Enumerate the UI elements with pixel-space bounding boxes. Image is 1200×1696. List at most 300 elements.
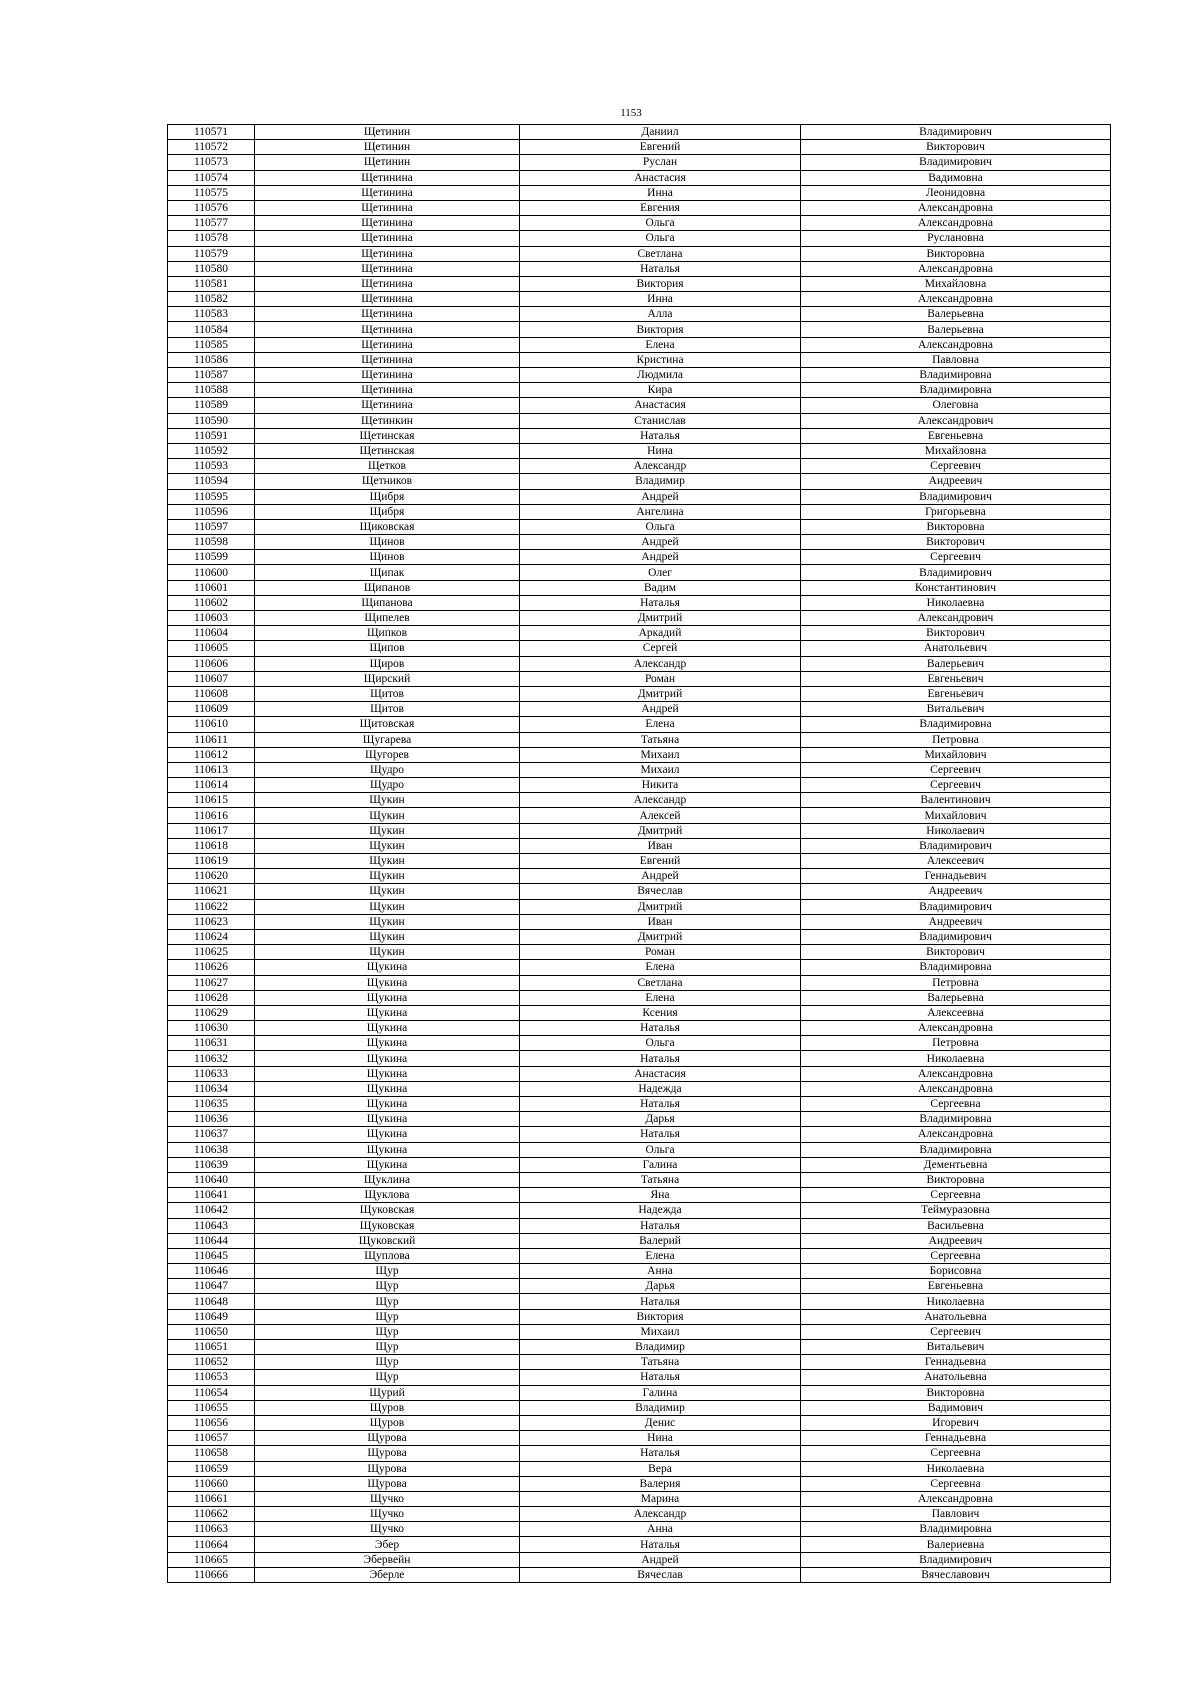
record-id-cell: 110647 (168, 1279, 255, 1294)
last-name-cell: Щетинина (255, 352, 520, 367)
patronymic-cell: Геннадьевна (801, 1355, 1111, 1370)
record-id-cell: 110661 (168, 1491, 255, 1506)
patronymic-cell: Евгеньевич (801, 686, 1111, 701)
last-name-cell: Щирский (255, 671, 520, 686)
record-id-cell: 110660 (168, 1476, 255, 1491)
first-name-cell: Инна (520, 292, 801, 307)
patronymic-cell: Витальевич (801, 702, 1111, 717)
table-row (168, 1279, 1111, 1294)
table-row (168, 1051, 1111, 1066)
patronymic-cell: Вячеславович (801, 1567, 1111, 1582)
record-id-cell: 110598 (168, 535, 255, 550)
patronymic-cell: Сергеевич (801, 778, 1111, 793)
table-row (168, 413, 1111, 428)
record-id-cell: 110585 (168, 337, 255, 352)
table-row (168, 1218, 1111, 1233)
table-row (168, 504, 1111, 519)
patronymic-cell: Теймуразовна (801, 1203, 1111, 1218)
first-name-cell: Татьяна (520, 1355, 801, 1370)
record-id-cell: 110625 (168, 945, 255, 960)
table-row (168, 778, 1111, 793)
last-name-cell: Щипелев (255, 611, 520, 626)
record-id-cell: 110595 (168, 489, 255, 504)
last-name-cell: Эбервейн (255, 1552, 520, 1567)
patronymic-cell: Григорьевна (801, 504, 1111, 519)
last-name-cell: Щурова (255, 1431, 520, 1446)
record-id-cell: 110650 (168, 1324, 255, 1339)
patronymic-cell: Валерьевна (801, 307, 1111, 322)
table-row (168, 1142, 1111, 1157)
record-id-cell: 110654 (168, 1385, 255, 1400)
record-id-cell: 110664 (168, 1537, 255, 1552)
record-id-cell: 110620 (168, 869, 255, 884)
record-id-cell: 110607 (168, 671, 255, 686)
registry-table-body (168, 125, 1111, 1583)
table-row (168, 322, 1111, 337)
first-name-cell: Сергей (520, 641, 801, 656)
last-name-cell: Щур (255, 1279, 520, 1294)
record-id-cell: 110659 (168, 1461, 255, 1476)
table-row (168, 352, 1111, 367)
table-row (168, 428, 1111, 443)
last-name-cell: Эберле (255, 1567, 520, 1582)
first-name-cell: Роман (520, 945, 801, 960)
record-id-cell: 110621 (168, 884, 255, 899)
last-name-cell: Щуковский (255, 1233, 520, 1248)
first-name-cell: Наталья (520, 1446, 801, 1461)
patronymic-cell: Александровна (801, 200, 1111, 215)
table-row (168, 702, 1111, 717)
patronymic-cell: Вадимович (801, 1400, 1111, 1415)
last-name-cell: Щучко (255, 1522, 520, 1537)
record-id-cell: 110651 (168, 1340, 255, 1355)
first-name-cell: Александр (520, 793, 801, 808)
patronymic-cell: Игоревич (801, 1415, 1111, 1430)
table-row (168, 474, 1111, 489)
last-name-cell: Щукин (255, 884, 520, 899)
last-name-cell: Щур (255, 1370, 520, 1385)
first-name-cell: Виктория (520, 276, 801, 291)
last-name-cell: Щукин (255, 929, 520, 944)
table-row (168, 960, 1111, 975)
last-name-cell: Щукина (255, 1127, 520, 1142)
last-name-cell: Щетинина (255, 368, 520, 383)
table-row (168, 276, 1111, 291)
first-name-cell: Наталья (520, 428, 801, 443)
record-id-cell: 110574 (168, 170, 255, 185)
first-name-cell: Андрей (520, 702, 801, 717)
patronymic-cell: Евгеньевна (801, 1279, 1111, 1294)
patronymic-cell: Геннадьевич (801, 869, 1111, 884)
record-id-cell: 110628 (168, 990, 255, 1005)
record-id-cell: 110615 (168, 793, 255, 808)
last-name-cell: Щукина (255, 1005, 520, 1020)
record-id-cell: 110663 (168, 1522, 255, 1537)
first-name-cell: Надежда (520, 1081, 801, 1096)
patronymic-cell: Викторовна (801, 1385, 1111, 1400)
patronymic-cell: Александровна (801, 1081, 1111, 1096)
patronymic-cell: Борисовна (801, 1264, 1111, 1279)
patronymic-cell: Александровна (801, 1066, 1111, 1081)
table-row (168, 580, 1111, 595)
first-name-cell: Вадим (520, 580, 801, 595)
patronymic-cell: Викторович (801, 535, 1111, 550)
last-name-cell: Щугорев (255, 747, 520, 762)
table-row (168, 489, 1111, 504)
table-row (168, 1097, 1111, 1112)
last-name-cell: Щуплова (255, 1248, 520, 1263)
record-id-cell: 110597 (168, 519, 255, 534)
last-name-cell: Щукина (255, 1036, 520, 1051)
table-row (168, 231, 1111, 246)
patronymic-cell: Валентинович (801, 793, 1111, 808)
table-row (168, 1127, 1111, 1142)
record-id-cell: 110648 (168, 1294, 255, 1309)
record-id-cell: 110603 (168, 611, 255, 626)
first-name-cell: Роман (520, 671, 801, 686)
first-name-cell: Денис (520, 1415, 801, 1430)
last-name-cell: Щучко (255, 1491, 520, 1506)
last-name-cell: Щипак (255, 565, 520, 580)
last-name-cell: Щукин (255, 808, 520, 823)
patronymic-cell: Михайловна (801, 276, 1111, 291)
table-row (168, 216, 1111, 231)
record-id-cell: 110575 (168, 185, 255, 200)
table-row (168, 641, 1111, 656)
last-name-cell: Щетинина (255, 322, 520, 337)
first-name-cell: Михаил (520, 762, 801, 777)
table-row (168, 1370, 1111, 1385)
patronymic-cell: Владимирович (801, 155, 1111, 170)
table-row (168, 1157, 1111, 1172)
first-name-cell: Наталья (520, 1537, 801, 1552)
record-id-cell: 110655 (168, 1400, 255, 1415)
table-row (168, 823, 1111, 838)
patronymic-cell: Викторович (801, 626, 1111, 641)
record-id-cell: 110619 (168, 854, 255, 869)
table-row (168, 383, 1111, 398)
last-name-cell: Щукин (255, 899, 520, 914)
last-name-cell: Щур (255, 1324, 520, 1339)
record-id-cell: 110618 (168, 838, 255, 853)
patronymic-cell: Анатольевич (801, 641, 1111, 656)
last-name-cell: Щиров (255, 656, 520, 671)
first-name-cell: Елена (520, 337, 801, 352)
record-id-cell: 110584 (168, 322, 255, 337)
last-name-cell: Щукин (255, 914, 520, 929)
first-name-cell: Людмила (520, 368, 801, 383)
first-name-cell: Вячеслав (520, 884, 801, 899)
table-row (168, 793, 1111, 808)
patronymic-cell: Александровна (801, 261, 1111, 276)
patronymic-cell: Петровна (801, 732, 1111, 747)
last-name-cell: Щибря (255, 504, 520, 519)
first-name-cell: Даниил (520, 125, 801, 140)
first-name-cell: Вячеслав (520, 1567, 801, 1582)
patronymic-cell: Владимировна (801, 1142, 1111, 1157)
record-id-cell: 110637 (168, 1127, 255, 1142)
last-name-cell: Щетинина (255, 231, 520, 246)
last-name-cell: Щуров (255, 1400, 520, 1415)
table-row (168, 1446, 1111, 1461)
table-row (168, 838, 1111, 853)
table-row (168, 626, 1111, 641)
table-row (168, 1567, 1111, 1582)
last-name-cell: Щипанова (255, 595, 520, 610)
first-name-cell: Елена (520, 1248, 801, 1263)
first-name-cell: Светлана (520, 975, 801, 990)
patronymic-cell: Викторовна (801, 1172, 1111, 1187)
last-name-cell: Щетинская (255, 443, 520, 458)
table-row (168, 185, 1111, 200)
patronymic-cell: Сергеевна (801, 1476, 1111, 1491)
record-id-cell: 110591 (168, 428, 255, 443)
first-name-cell: Александр (520, 656, 801, 671)
first-name-cell: Нина (520, 1431, 801, 1446)
record-id-cell: 110627 (168, 975, 255, 990)
first-name-cell: Дарья (520, 1112, 801, 1127)
table-row (168, 443, 1111, 458)
table-row (168, 1021, 1111, 1036)
patronymic-cell: Евгеньевич (801, 671, 1111, 686)
patronymic-cell: Александровна (801, 292, 1111, 307)
last-name-cell: Щетинина (255, 292, 520, 307)
first-name-cell: Дмитрий (520, 929, 801, 944)
first-name-cell: Виктория (520, 322, 801, 337)
last-name-cell: Щучко (255, 1507, 520, 1522)
record-id-cell: 110577 (168, 216, 255, 231)
table-row (168, 170, 1111, 185)
first-name-cell: Галина (520, 1157, 801, 1172)
patronymic-cell: Сергеевна (801, 1097, 1111, 1112)
table-row (168, 1476, 1111, 1491)
record-id-cell: 110600 (168, 565, 255, 580)
table-row (168, 200, 1111, 215)
patronymic-cell: Дементьевна (801, 1157, 1111, 1172)
first-name-cell: Светлана (520, 246, 801, 261)
patronymic-cell: Владимирович (801, 125, 1111, 140)
patronymic-cell: Александровна (801, 1127, 1111, 1142)
table-row (168, 1248, 1111, 1263)
first-name-cell: Елена (520, 990, 801, 1005)
first-name-cell: Дмитрий (520, 686, 801, 701)
first-name-cell: Владимир (520, 1340, 801, 1355)
table-row (168, 990, 1111, 1005)
record-id-cell: 110583 (168, 307, 255, 322)
record-id-cell: 110587 (168, 368, 255, 383)
patronymic-cell: Михайлович (801, 747, 1111, 762)
table-row (168, 1036, 1111, 1051)
patronymic-cell: Владимировна (801, 1112, 1111, 1127)
patronymic-cell: Викторович (801, 945, 1111, 960)
table-row (168, 611, 1111, 626)
first-name-cell: Руслан (520, 155, 801, 170)
last-name-cell: Щукина (255, 990, 520, 1005)
last-name-cell: Щур (255, 1340, 520, 1355)
last-name-cell: Щур (255, 1355, 520, 1370)
first-name-cell: Александр (520, 459, 801, 474)
patronymic-cell: Александровна (801, 1491, 1111, 1506)
first-name-cell: Владимир (520, 474, 801, 489)
table-row (168, 1461, 1111, 1476)
patronymic-cell: Константинович (801, 580, 1111, 595)
table-row (168, 535, 1111, 550)
first-name-cell: Наталья (520, 1294, 801, 1309)
record-id-cell: 110662 (168, 1507, 255, 1522)
patronymic-cell: Андреевич (801, 884, 1111, 899)
table-row (168, 125, 1111, 140)
last-name-cell: Щуковская (255, 1218, 520, 1233)
first-name-cell: Евгения (520, 200, 801, 215)
last-name-cell: Щуклина (255, 1172, 520, 1187)
last-name-cell: Щетинина (255, 200, 520, 215)
table-row (168, 975, 1111, 990)
table-row (168, 1264, 1111, 1279)
record-id-cell: 110636 (168, 1112, 255, 1127)
first-name-cell: Евгений (520, 854, 801, 869)
patronymic-cell: Леонидовна (801, 185, 1111, 200)
patronymic-cell: Валерьевич (801, 656, 1111, 671)
last-name-cell: Щукина (255, 1142, 520, 1157)
first-name-cell: Дмитрий (520, 899, 801, 914)
record-id-cell: 110665 (168, 1552, 255, 1567)
first-name-cell: Никита (520, 778, 801, 793)
record-id-cell: 110640 (168, 1172, 255, 1187)
last-name-cell: Щурова (255, 1446, 520, 1461)
first-name-cell: Александр (520, 1507, 801, 1522)
record-id-cell: 110589 (168, 398, 255, 413)
patronymic-cell: Валерьевна (801, 990, 1111, 1005)
patronymic-cell: Геннадьевна (801, 1431, 1111, 1446)
patronymic-cell: Павлович (801, 1507, 1111, 1522)
patronymic-cell: Владимирович (801, 899, 1111, 914)
patronymic-cell: Николаевна (801, 1051, 1111, 1066)
table-row (168, 945, 1111, 960)
first-name-cell: Галина (520, 1385, 801, 1400)
last-name-cell: Щур (255, 1264, 520, 1279)
table-row (168, 368, 1111, 383)
first-name-cell: Ксения (520, 1005, 801, 1020)
first-name-cell: Евгений (520, 140, 801, 155)
patronymic-cell: Владимирович (801, 489, 1111, 504)
record-id-cell: 110646 (168, 1264, 255, 1279)
last-name-cell: Щетинина (255, 170, 520, 185)
patronymic-cell: Владимировна (801, 717, 1111, 732)
last-name-cell: Щетинин (255, 125, 520, 140)
table-row (168, 1400, 1111, 1415)
record-id-cell: 110623 (168, 914, 255, 929)
first-name-cell: Андрей (520, 869, 801, 884)
first-name-cell: Ольга (520, 519, 801, 534)
first-name-cell: Дарья (520, 1279, 801, 1294)
last-name-cell: Щуковская (255, 1203, 520, 1218)
last-name-cell: Щетинина (255, 337, 520, 352)
record-id-cell: 110604 (168, 626, 255, 641)
table-row (168, 1522, 1111, 1537)
patronymic-cell: Александровна (801, 337, 1111, 352)
last-name-cell: Щетинина (255, 383, 520, 398)
record-id-cell: 110632 (168, 1051, 255, 1066)
record-id-cell: 110624 (168, 929, 255, 944)
record-id-cell: 110609 (168, 702, 255, 717)
last-name-cell: Щуклова (255, 1188, 520, 1203)
record-id-cell: 110644 (168, 1233, 255, 1248)
last-name-cell: Щукин (255, 945, 520, 960)
table-row (168, 929, 1111, 944)
last-name-cell: Щурова (255, 1476, 520, 1491)
first-name-cell: Владимир (520, 1400, 801, 1415)
last-name-cell: Щетинина (255, 216, 520, 231)
first-name-cell: Анастасия (520, 170, 801, 185)
record-id-cell: 110593 (168, 459, 255, 474)
first-name-cell: Инна (520, 185, 801, 200)
record-id-cell: 110642 (168, 1203, 255, 1218)
patronymic-cell: Николаевна (801, 595, 1111, 610)
first-name-cell: Анастасия (520, 1066, 801, 1081)
patronymic-cell: Викторовна (801, 519, 1111, 534)
patronymic-cell: Руслановна (801, 231, 1111, 246)
record-id-cell: 110641 (168, 1188, 255, 1203)
last-name-cell: Щетников (255, 474, 520, 489)
record-id-cell: 110656 (168, 1415, 255, 1430)
last-name-cell: Щукин (255, 854, 520, 869)
last-name-cell: Щугарева (255, 732, 520, 747)
first-name-cell: Станислав (520, 413, 801, 428)
page-number: 1153 (620, 107, 642, 119)
record-id-cell: 110608 (168, 686, 255, 701)
patronymic-cell: Владимировна (801, 960, 1111, 975)
record-id-cell: 110614 (168, 778, 255, 793)
last-name-cell: Щетинина (255, 261, 520, 276)
record-id-cell: 110617 (168, 823, 255, 838)
last-name-cell: Щинов (255, 535, 520, 550)
first-name-cell: Аркадий (520, 626, 801, 641)
patronymic-cell: Андреевич (801, 1233, 1111, 1248)
patronymic-cell: Александрович (801, 611, 1111, 626)
first-name-cell: Ангелина (520, 504, 801, 519)
last-name-cell: Щетинина (255, 307, 520, 322)
last-name-cell: Щипов (255, 641, 520, 656)
record-id-cell: 110645 (168, 1248, 255, 1263)
patronymic-cell: Николаевна (801, 1294, 1111, 1309)
record-id-cell: 110649 (168, 1309, 255, 1324)
record-id-cell: 110639 (168, 1157, 255, 1172)
record-id-cell: 110638 (168, 1142, 255, 1157)
table-row (168, 1188, 1111, 1203)
record-id-cell: 110602 (168, 595, 255, 610)
table-row (168, 899, 1111, 914)
table-row (168, 140, 1111, 155)
patronymic-cell: Николаевич (801, 823, 1111, 838)
record-id-cell: 110596 (168, 504, 255, 519)
record-id-cell: 110581 (168, 276, 255, 291)
table-row (168, 914, 1111, 929)
first-name-cell: Валерий (520, 1233, 801, 1248)
table-row (168, 1552, 1111, 1567)
record-id-cell: 110611 (168, 732, 255, 747)
patronymic-cell: Васильевна (801, 1218, 1111, 1233)
record-id-cell: 110576 (168, 200, 255, 215)
last-name-cell: Щукина (255, 1097, 520, 1112)
last-name-cell: Щуров (255, 1415, 520, 1430)
last-name-cell: Щукина (255, 1081, 520, 1096)
first-name-cell: Наталья (520, 1218, 801, 1233)
first-name-cell: Алла (520, 307, 801, 322)
table-row (168, 671, 1111, 686)
last-name-cell: Щипанов (255, 580, 520, 595)
table-row (168, 1431, 1111, 1446)
record-id-cell: 110580 (168, 261, 255, 276)
